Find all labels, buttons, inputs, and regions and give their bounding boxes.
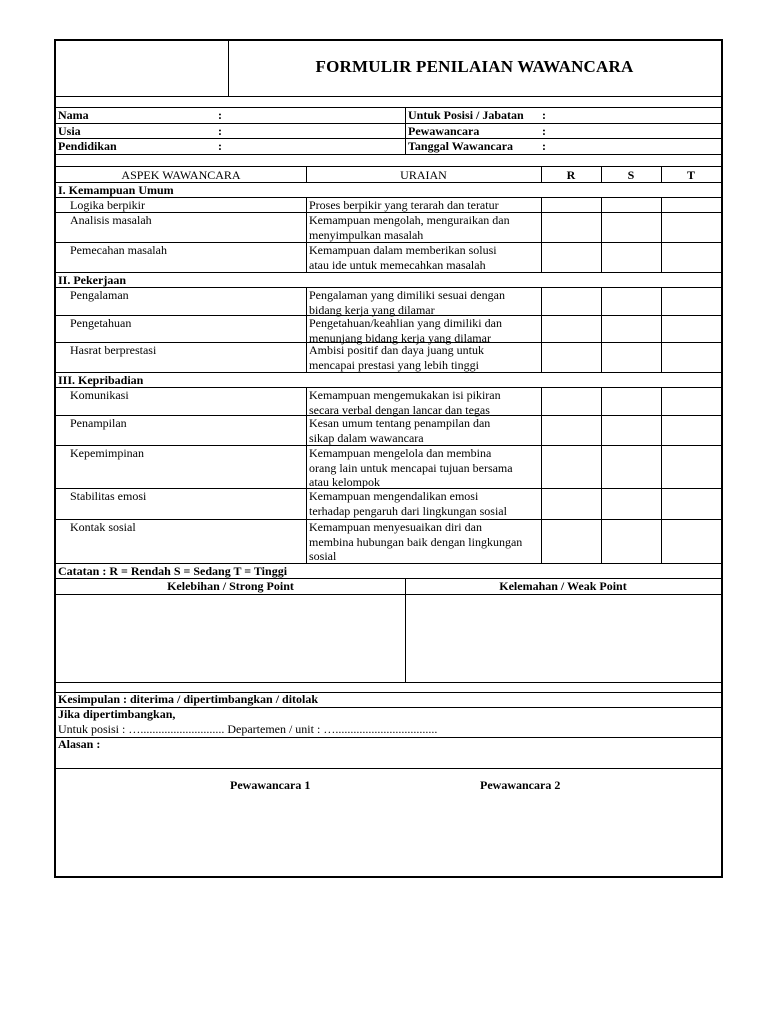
score-cell-t[interactable]	[662, 489, 721, 519]
aspect-label: Analisis masalah	[70, 213, 152, 227]
score-cell-r[interactable]	[542, 416, 601, 445]
score-cell-r[interactable]	[542, 288, 601, 315]
score-cell-t[interactable]	[662, 520, 721, 563]
aspect-label: Logika berpikir	[70, 198, 145, 212]
description-line: Kemampuan menyesuaikan diri dan	[309, 520, 482, 534]
score-cell-t[interactable]	[662, 416, 721, 445]
strong-point-field[interactable]	[56, 595, 405, 682]
pendidikan-label: Pendidikan	[58, 139, 117, 153]
score-cell-r[interactable]	[542, 198, 601, 212]
aspect-label: Pengetahuan	[70, 316, 132, 330]
catatan-legend: Catatan : R = Rendah S = Sedang T = Tinggi	[58, 564, 288, 578]
score-cell-s[interactable]	[602, 343, 661, 372]
weak-point-field[interactable]	[406, 595, 721, 682]
tanggal-label: Tanggal Wawancara	[408, 139, 514, 153]
tanggal-colon: :	[542, 139, 546, 153]
score-cell-r[interactable]	[542, 213, 601, 242]
logo-box	[56, 41, 228, 96]
description-line: Kemampuan mengelola dan membina	[309, 446, 492, 460]
usia-label: Usia	[58, 124, 81, 138]
description-line: mencapai prestasi yang lebih tinggi	[309, 357, 479, 372]
score-cell-r[interactable]	[542, 243, 601, 272]
aspect-label: Hasrat berprestasi	[70, 343, 157, 357]
description-line: bidang kerja yang dilamar	[309, 302, 435, 317]
description-line: menyimpulkan masalah	[309, 227, 424, 242]
description-line: membina hubungan baik dengan lingkungan	[309, 534, 523, 549]
score-cell-t[interactable]	[662, 198, 721, 212]
description-line: Pengetahuan/keahlian yang dimiliki dan	[309, 316, 502, 330]
col-s: S	[627, 168, 635, 182]
score-cell-t[interactable]	[662, 388, 721, 415]
score-cell-s[interactable]	[602, 198, 661, 212]
score-cell-s[interactable]	[602, 316, 661, 342]
score-cell-r[interactable]	[542, 446, 601, 488]
description-line: Kemampuan mengemukakan isi pikiran	[309, 388, 501, 402]
aspect-label: Komunikasi	[70, 388, 129, 402]
score-cell-t[interactable]	[662, 288, 721, 315]
description-line: atau ide untuk memecahkan masalah	[309, 257, 486, 272]
score-cell-r[interactable]	[542, 520, 601, 563]
score-cell-s[interactable]	[602, 520, 661, 563]
score-cell-t[interactable]	[662, 243, 721, 272]
form-title: FORMULIR PENILAIAN WAWANCARA	[315, 57, 634, 76]
kelemahan-label: Kelemahan / Weak Point	[499, 579, 627, 593]
posisi-colon: :	[542, 108, 546, 122]
description-line: atau kelompok	[309, 475, 380, 489]
col-aspek: ASPEK WAWANCARA	[121, 168, 241, 182]
score-cell-t[interactable]	[662, 343, 721, 372]
score-cell-s[interactable]	[602, 288, 661, 315]
untuk-posisi-line: Untuk posisi : …............................ Departemen / unit : …..................................	[58, 722, 438, 736]
score-cell-r[interactable]	[542, 343, 601, 372]
aspect-label: Penampilan	[70, 416, 127, 430]
description-line: sosial	[309, 549, 337, 563]
pewawancara-1-label: Pewawancara 1	[230, 778, 311, 792]
nama-label: Nama	[58, 108, 89, 122]
col-uraian: URAIAN	[400, 168, 447, 182]
score-cell-s[interactable]	[602, 388, 661, 415]
pewawancara-label: Pewawancara	[408, 124, 480, 138]
score-cell-t[interactable]	[662, 446, 721, 488]
description-line: Kemampuan dalam memberikan solusi	[309, 243, 497, 257]
section-title: I. Kemampuan Umum	[58, 183, 174, 197]
description-line: sikap dalam wawancara	[309, 430, 424, 445]
pewawancara-2-label: Pewawancara 2	[480, 778, 561, 792]
pewawancara-colon: :	[542, 124, 546, 138]
description-line: Ambisi positif dan daya juang untuk	[309, 343, 484, 357]
aspect-label: Pengalaman	[70, 288, 129, 302]
col-r: R	[566, 168, 576, 182]
score-cell-r[interactable]	[542, 489, 601, 519]
nama-colon: :	[218, 108, 222, 122]
score-cell-s[interactable]	[602, 489, 661, 519]
aspect-label: Pemecahan masalah	[70, 243, 167, 257]
description-line: Proses berpikir yang terarah dan teratur	[309, 198, 499, 212]
score-cell-t[interactable]	[662, 316, 721, 342]
kesimpulan-line: Kesimpulan : diterima / dipertimbangkan / ditolak	[58, 692, 319, 706]
description-line: terhadap pengaruh dari lingkungan sosial	[309, 503, 507, 518]
usia-colon: :	[218, 124, 222, 138]
aspect-label: Stabilitas emosi	[70, 489, 147, 503]
aspect-label: Kepemimpinan	[70, 446, 144, 460]
description-line: orang lain untuk mencapai tujuan bersama	[309, 460, 513, 475]
description-line: secara verbal dengan lancar dan tegas	[309, 402, 490, 417]
description-line: Kemampuan mengolah, menguraikan dan	[309, 213, 510, 227]
section-title: III. Kepribadian	[58, 373, 144, 387]
posisi-label: Untuk Posisi / Jabatan	[408, 108, 524, 122]
aspect-label: Kontak sosial	[70, 520, 136, 534]
interview-form	[54, 39, 723, 878]
score-cell-r[interactable]	[542, 388, 601, 415]
description-line: menunjang bidang kerja yang dilamar	[309, 330, 491, 345]
description-line: Kesan umum tentang penampilan dan	[309, 416, 491, 430]
col-t: T	[686, 168, 695, 182]
score-cell-t[interactable]	[662, 213, 721, 242]
section-title: II. Pekerjaan	[58, 273, 126, 287]
description-line: Kemampuan mengendalikan emosi	[309, 489, 479, 503]
alasan-label: Alasan :	[58, 737, 101, 751]
score-cell-s[interactable]	[602, 416, 661, 445]
description-line: Pengalaman yang dimiliki sesuai dengan	[309, 288, 505, 302]
score-cell-s[interactable]	[602, 446, 661, 488]
pendidikan-colon: :	[218, 139, 222, 153]
score-cell-r[interactable]	[542, 316, 601, 342]
kelebihan-label: Kelebihan / Strong Point	[167, 579, 294, 593]
score-cell-s[interactable]	[602, 243, 661, 272]
jika-line: Jika dipertimbangkan,	[58, 707, 176, 721]
score-cell-s[interactable]	[602, 213, 661, 242]
